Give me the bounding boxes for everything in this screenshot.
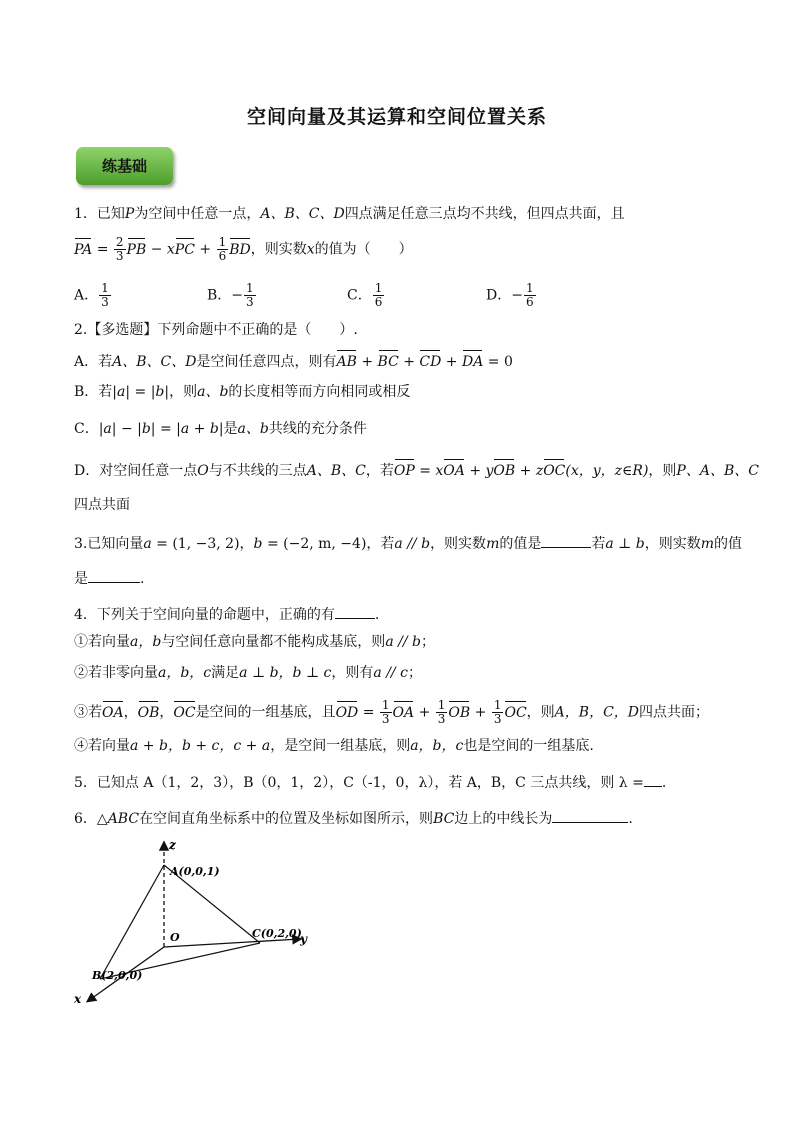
vec-bd: BD [229,238,251,260]
page-title: 空间向量及其运算和空间位置关系 [246,106,547,128]
q2-option-d[interactable]: D．对空间任意一点O与不共线的三点A、B、C，若OP = xOA + yOB + zOC(x，y，z∈R)，则P、A、B、C [74,459,759,481]
section-badge: 练基础 [76,147,173,185]
q1-line2: PA = $\frac{2}{3}$ PB − xPC + $\frac{1}{6}$ BD，则实数x的值为（ ） [74,235,413,263]
q2-option-c[interactable]: C．|a| − |b| = |a + b|是a、b共线的充分条件 [74,421,367,437]
q1-option-c[interactable]: C． $\frac{1}{6}$ [347,281,383,309]
q3-line1: 3.已知向量a = (1, −3, 2)，b = (−2, m, −4)，若a // b，则实数m的值是 若a ⊥ b，则实数m的值 [74,533,742,554]
point-b-label: B(2,0,0) [92,969,143,982]
answer-blank[interactable] [88,568,140,583]
y-axis [164,939,300,947]
q5: 5．已知点 A（1，2，3），B（0，1，2），C（-1，0，λ），若 A，B，C 三点共线，则 λ = . [74,772,666,793]
edge-ab [100,865,164,979]
q1-option-b[interactable]: B．− $\frac{1}{3}$ [207,281,254,309]
z-label: z [169,838,176,852]
point-a-label: A(0,0,1) [170,865,220,878]
q4-item-3: ③若OA，OB，OC是空间的一组基底，且OD = $\frac{1}{3}$ OA + $\frac{1}{3}$ OB + $\frac{1}{3}$ OC，则A，B，C，D四点共面； [74,698,710,726]
answer-blank[interactable] [335,604,375,619]
vec-pa: PA [74,238,92,260]
q4-stem: 4．下列关于空间向量的命题中，正确的有 . [74,604,379,625]
q2-option-b[interactable]: B．若|a| = |b|，则a、b的长度相等而方向相同或相反 [74,384,411,400]
answer-blank[interactable] [644,772,662,787]
q2-option-d-cont: 四点共面 [74,497,130,513]
answer-blank[interactable] [552,808,628,823]
frac-2-3: $\frac{2}{3}$ [115,235,124,263]
point-c-label: C(0,2,0) [252,927,302,940]
y-label: y [300,932,307,946]
vec-pb: PB [127,238,147,260]
origin-label: O [170,931,180,944]
q2-option-a[interactable]: A．若A、B、C、D是空间任意四点，则有AB + BC + CD + DA = 0 [74,350,513,372]
frac-1-6: $\frac{1}{6}$ [218,235,227,263]
q1-option-a[interactable]: A． $\frac{1}{3}$ [74,281,109,309]
coordinate-figure [60,835,340,1015]
q1-line1: 1．已知P为空间中任意一点，A、B、C、D四点满足任意三点均不共线，但四点共面，且 [74,206,625,222]
q4-item-4: ④若向量a + b，b + c，c + a，是空间一组基底，则a，b，c也是空间的一组基底. [74,738,594,754]
x-label: x [74,992,82,1006]
q6: 6．△ABC在空间直角坐标系中的位置及坐标如图所示，则BC边上的中线长为 . [74,808,633,829]
q1-option-d[interactable]: D．− $\frac{1}{6}$ [486,281,534,309]
answer-blank[interactable] [541,533,591,548]
q4-item-1: ①若向量a，b与空间任意向量都不能构成基底，则a // b； [74,634,435,650]
vec-pc: PC [175,238,195,260]
q3-line2: 是 . [74,568,144,589]
q2-stem: 2.【多选题】下列命题中不正确的是（ ）. [74,322,358,338]
q4-item-2: ②若非零向量a，b，c满足a ⊥ b，b ⊥ c，则有a // c； [74,665,422,681]
